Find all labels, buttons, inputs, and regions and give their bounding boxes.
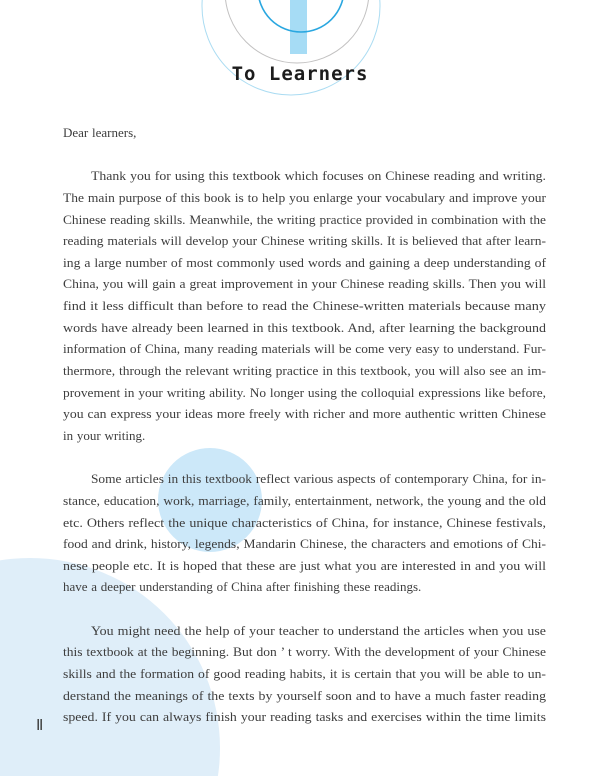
text-line: information of China, many reading materials will be come very easy to understand. Fur- [63, 341, 546, 357]
text-line: find it less difficult than before to read the Chinese-written materials because many [63, 298, 546, 314]
text-line: in your writing. [63, 427, 146, 443]
text-line: you can express your ideas more freely with richer and more authentic written Chinese [63, 406, 546, 422]
text-line: stance, education, work, marriage, family, entertainment, network, the young and the old [63, 492, 546, 508]
text-line: have a deeper understanding of China after finishing these readings. [63, 579, 422, 595]
text-line: reading materials will develop your Chinese writing skills. It is believed that after learn- [63, 233, 546, 249]
paragraph [63, 165, 546, 446]
text-line: speed. If you can always finish your reading tasks and exercises within the time limits [63, 709, 546, 725]
salutation: Dear learners, [63, 125, 137, 140]
page-number: Ⅱ [36, 718, 44, 734]
text-line: Thank you for using this textbook which focuses on Chinese reading and writing. [91, 168, 546, 184]
text-line: derstand the meanings of the texts by yourself soon and to have a much faster reading [63, 687, 546, 703]
letter-body [63, 122, 546, 728]
paragraphs [63, 165, 546, 728]
text-line: The main purpose of this book is to help you enlarge your vocabulary and improve your [63, 189, 546, 205]
text-line: provement in your writing ability. No longer using the colloquial expressions like before, [63, 384, 546, 400]
text-line: ing a large number of most commonly used words and gaining a deep understanding of [63, 254, 546, 270]
text-line: words have already been learned in this textbook. And, after learning the background [63, 319, 546, 335]
text-line: Some articles in this textbook reflect various aspects of contemporary China, for in- [91, 471, 546, 487]
page-title: To Learners [231, 63, 369, 85]
text-line: food and drink, history, legends, Mandarin Chinese, the characters and emotions of Chi- [63, 536, 546, 552]
paragraph [63, 468, 546, 598]
text-line: China, you will gain a great improvement in your Chinese reading skills. Then you will [63, 276, 546, 292]
paragraph [63, 620, 546, 728]
text-line: You might need the help of your teacher to understand the articles when you use [91, 622, 546, 638]
text-line: nese people etc. It is hoped that these are just what you are interested in and you will [63, 557, 546, 573]
text-line: skills and the formation of good reading habits, it is certain that you will be able to un- [63, 666, 546, 682]
text-line: thermore, through the relevant writing practice in this textbook, you will also see an im- [63, 363, 546, 379]
vertical-bar-icon [290, 0, 307, 54]
text-line: Chinese reading skills. Meanwhile, the writing practice provided in combination with the [63, 211, 546, 227]
text-line: this textbook at the beginning. But don ’ t worry. With the development of your Chinese [63, 644, 546, 660]
text-line: etc. Others reflect the unique characteristics of China, for instance, Chinese festivals, [63, 514, 546, 530]
